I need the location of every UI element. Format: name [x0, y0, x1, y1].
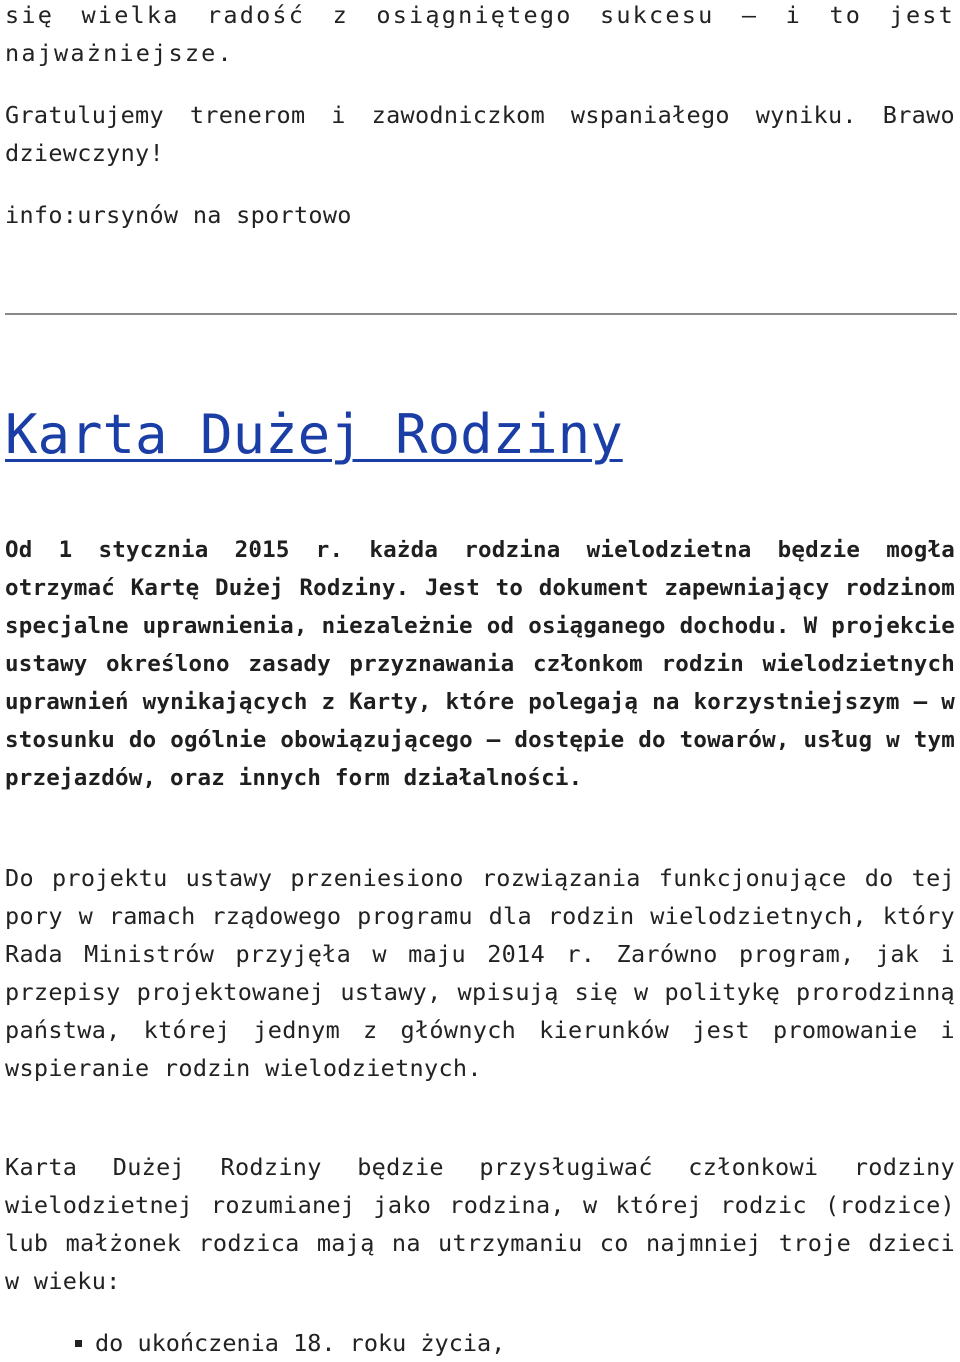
- article-lead: Od 1 stycznia 2015 r. każda rodzina wielodzietna będzie mogła otrzymać Kartę Dużej Rodziny. Jest to dokument zapewniający rodzinom specjalne uprawnienia, niezależnie od osiąganego dochodu. W projekcie ustawy określono zasady przyznawania członkom rodzin wielodzietnych uprawnień wynikających z Karty, które polegają na korzystniejszym – w stosunku do ogólnie obowiązującego – dostępie do towarów, usług w tym przejazdów, oraz innych form działalności.: [5, 537, 955, 791]
- article-title-link[interactable]: Karta Dużej Rodziny: [5, 403, 623, 466]
- list-item: [5, 1324, 505, 1362]
- paragraph-article-tail-2: Gratulujemy trenerom i zawodniczkom wspaniałego wyniku. Brawo dziewczyny!: [5, 101, 955, 167]
- paragraph-program: Do projektu ustawy przeniesiono rozwiązania funkcjonujące do tej pory w ramach rządowego programu dla rodzin wielodzietnych, który Rada Ministrów przyjęła w maju 2014 r. Zarówno program, jak i przepisy projektowanej ustawy, wpisują się w politykę prorodzinną państwa, której jednym z głównych kierunków jest promowanie i wspieranie rodzin wielodzietnych.: [5, 864, 955, 1082]
- list-item-text: do ukończenia 18. roku życia,: [95, 1329, 506, 1357]
- age-criteria-list: [5, 1324, 505, 1362]
- paragraph-eligibility: Karta Dużej Rodziny będzie przysługiwać członkowi rodziny wielodzietnej rozumianej jako rodzina, w której rodzic (rodzice) lub małżonek rodzica mają na utrzymaniu co najmniej troje dzieci w wieku:: [5, 1153, 955, 1295]
- paragraph-article-tail-1: się wielka radość z osiągniętego sukcesu – i to jest najważniejsze.: [5, 1, 955, 67]
- section-divider: [5, 313, 957, 315]
- source-note: info:ursynów na sportowo: [5, 201, 352, 229]
- bullet-square-icon: [75, 1340, 82, 1347]
